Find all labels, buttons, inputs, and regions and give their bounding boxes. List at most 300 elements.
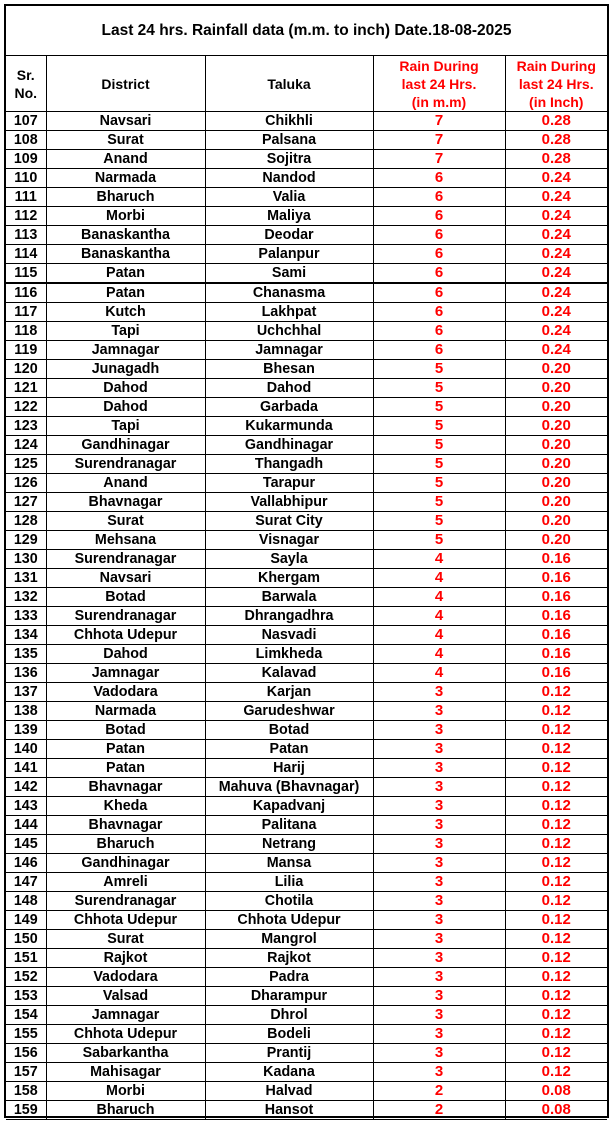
cell-sr-no: 117 — [6, 303, 46, 322]
table-row — [6, 188, 607, 207]
cell-rain-inch: 0.12 — [505, 1063, 607, 1082]
cell-sr-no: 143 — [6, 797, 46, 816]
cell-sr-no: 126 — [6, 474, 46, 493]
cell-rain-inch: 0.16 — [505, 664, 607, 683]
cell-rain-mm: 3 — [373, 949, 505, 968]
cell-district: Amreli — [46, 873, 205, 892]
cell-rain-mm: 6 — [373, 169, 505, 188]
cell-sr-no: 133 — [6, 607, 46, 626]
cell-district: Gandhinagar — [46, 854, 205, 873]
cell-rain-inch: 0.24 — [505, 283, 607, 303]
cell-district: Surendranagar — [46, 892, 205, 911]
table-row — [6, 911, 607, 930]
cell-sr-no: 127 — [6, 493, 46, 512]
cell-rain-mm: 3 — [373, 930, 505, 949]
cell-rain-mm: 3 — [373, 721, 505, 740]
cell-sr-no: 155 — [6, 1025, 46, 1044]
cell-sr-no: 130 — [6, 550, 46, 569]
cell-sr-no: 154 — [6, 1006, 46, 1025]
cell-taluka: Padra — [205, 968, 373, 987]
table-row — [6, 245, 607, 264]
cell-rain-mm: 3 — [373, 797, 505, 816]
table-row — [6, 417, 607, 436]
cell-rain-mm: 3 — [373, 968, 505, 987]
table-row — [6, 112, 607, 131]
cell-rain-inch: 0.24 — [505, 245, 607, 264]
cell-sr-no: 113 — [6, 226, 46, 245]
cell-rain-inch: 0.12 — [505, 892, 607, 911]
cell-rain-mm: 4 — [373, 607, 505, 626]
cell-rain-inch: 0.16 — [505, 550, 607, 569]
cell-district: Dahod — [46, 379, 205, 398]
cell-district: Vadodara — [46, 968, 205, 987]
cell-taluka: Sami — [205, 264, 373, 284]
cell-district: Patan — [46, 759, 205, 778]
cell-taluka: Rajkot — [205, 949, 373, 968]
table-row — [6, 207, 607, 226]
table-row — [6, 854, 607, 873]
cell-taluka: Mangrol — [205, 930, 373, 949]
table-row — [6, 1101, 607, 1120]
table-row — [6, 569, 607, 588]
cell-district: Kutch — [46, 303, 205, 322]
cell-sr-no: 121 — [6, 379, 46, 398]
cell-rain-inch: 0.16 — [505, 626, 607, 645]
cell-rain-mm: 3 — [373, 892, 505, 911]
cell-rain-inch: 0.20 — [505, 436, 607, 455]
cell-rain-inch: 0.08 — [505, 1082, 607, 1101]
cell-sr-no: 125 — [6, 455, 46, 474]
cell-rain-inch: 0.20 — [505, 379, 607, 398]
cell-rain-inch: 0.28 — [505, 150, 607, 169]
cell-sr-no: 124 — [6, 436, 46, 455]
table-row — [6, 303, 607, 322]
cell-rain-mm: 5 — [373, 531, 505, 550]
cell-district: Surendranagar — [46, 455, 205, 474]
cell-taluka: Hansot — [205, 1101, 373, 1120]
cell-taluka: Harij — [205, 759, 373, 778]
cell-rain-inch: 0.16 — [505, 569, 607, 588]
cell-rain-inch: 0.20 — [505, 398, 607, 417]
header-rain-mm: Rain During last 24 Hrs. (in m.m) — [373, 56, 505, 112]
cell-sr-no: 135 — [6, 645, 46, 664]
cell-rain-inch: 0.12 — [505, 854, 607, 873]
cell-district: Chhota Udepur — [46, 1025, 205, 1044]
cell-rain-inch: 0.12 — [505, 968, 607, 987]
cell-taluka: Lilia — [205, 873, 373, 892]
cell-district: Jamnagar — [46, 1006, 205, 1025]
cell-rain-inch: 0.16 — [505, 588, 607, 607]
cell-rain-mm: 6 — [373, 188, 505, 207]
cell-sr-no: 138 — [6, 702, 46, 721]
cell-rain-inch: 0.12 — [505, 721, 607, 740]
header-sr-no: Sr. No. — [6, 56, 46, 112]
cell-taluka: Sayla — [205, 550, 373, 569]
table-row — [6, 778, 607, 797]
cell-rain-inch: 0.12 — [505, 987, 607, 1006]
cell-district: Surat — [46, 131, 205, 150]
cell-rain-inch: 0.24 — [505, 264, 607, 284]
table-row — [6, 721, 607, 740]
cell-taluka: Kadana — [205, 1063, 373, 1082]
cell-taluka: Bhesan — [205, 360, 373, 379]
cell-district: Patan — [46, 283, 205, 303]
cell-rain-mm: 6 — [373, 245, 505, 264]
cell-rain-mm: 2 — [373, 1082, 505, 1101]
cell-district: Patan — [46, 264, 205, 284]
cell-taluka: Botad — [205, 721, 373, 740]
cell-taluka: Bodeli — [205, 1025, 373, 1044]
cell-taluka: Dhrangadhra — [205, 607, 373, 626]
cell-taluka: Chanasma — [205, 283, 373, 303]
cell-taluka: Limkheda — [205, 645, 373, 664]
cell-rain-mm: 6 — [373, 322, 505, 341]
cell-taluka: Garbada — [205, 398, 373, 417]
cell-taluka: Palanpur — [205, 245, 373, 264]
cell-rain-inch: 0.24 — [505, 303, 607, 322]
cell-taluka: Gandhinagar — [205, 436, 373, 455]
cell-sr-no: 129 — [6, 531, 46, 550]
table-row — [6, 1063, 607, 1082]
table-row — [6, 360, 607, 379]
cell-rain-mm: 5 — [373, 455, 505, 474]
cell-taluka: Prantij — [205, 1044, 373, 1063]
cell-rain-mm: 5 — [373, 360, 505, 379]
cell-rain-inch: 0.24 — [505, 341, 607, 360]
cell-district: Kheda — [46, 797, 205, 816]
cell-sr-no: 151 — [6, 949, 46, 968]
cell-district: Anand — [46, 150, 205, 169]
table-row — [6, 588, 607, 607]
cell-district: Surat — [46, 512, 205, 531]
cell-sr-no: 120 — [6, 360, 46, 379]
cell-rain-inch: 0.28 — [505, 112, 607, 131]
cell-taluka: Maliya — [205, 207, 373, 226]
cell-district: Tapi — [46, 322, 205, 341]
table-row — [6, 645, 607, 664]
table-row — [6, 493, 607, 512]
cell-sr-no: 157 — [6, 1063, 46, 1082]
cell-sr-no: 116 — [6, 283, 46, 303]
cell-sr-no: 142 — [6, 778, 46, 797]
cell-rain-inch: 0.12 — [505, 1025, 607, 1044]
cell-taluka: Vallabhipur — [205, 493, 373, 512]
table-row — [6, 398, 607, 417]
cell-taluka: Dharampur — [205, 987, 373, 1006]
table-row — [6, 873, 607, 892]
rainfall-table — [6, 56, 607, 1120]
table-row — [6, 607, 607, 626]
cell-taluka: Karjan — [205, 683, 373, 702]
cell-district: Rajkot — [46, 949, 205, 968]
cell-district: Dahod — [46, 645, 205, 664]
cell-sr-no: 147 — [6, 873, 46, 892]
table-row — [6, 949, 607, 968]
cell-district: Sabarkantha — [46, 1044, 205, 1063]
cell-rain-inch: 0.16 — [505, 645, 607, 664]
table-row — [6, 987, 607, 1006]
cell-district: Banaskantha — [46, 245, 205, 264]
table-row — [6, 835, 607, 854]
cell-rain-mm: 5 — [373, 417, 505, 436]
header-rain-inch: Rain During last 24 Hrs. (in Inch) — [505, 56, 607, 112]
cell-taluka: Tarapur — [205, 474, 373, 493]
cell-rain-inch: 0.08 — [505, 1101, 607, 1120]
table-row — [6, 759, 607, 778]
cell-rain-mm: 3 — [373, 911, 505, 930]
cell-taluka: Halvad — [205, 1082, 373, 1101]
cell-sr-no: 134 — [6, 626, 46, 645]
cell-rain-inch: 0.12 — [505, 759, 607, 778]
cell-taluka: Garudeshwar — [205, 702, 373, 721]
cell-taluka: Patan — [205, 740, 373, 759]
cell-district: Gandhinagar — [46, 436, 205, 455]
table-header — [6, 56, 607, 112]
cell-taluka: Thangadh — [205, 455, 373, 474]
table-row — [6, 740, 607, 759]
table-row — [6, 226, 607, 245]
cell-district: Narmada — [46, 702, 205, 721]
cell-sr-no: 145 — [6, 835, 46, 854]
cell-rain-inch: 0.28 — [505, 131, 607, 150]
cell-rain-mm: 7 — [373, 150, 505, 169]
cell-district: Junagadh — [46, 360, 205, 379]
cell-sr-no: 110 — [6, 169, 46, 188]
cell-district: Surendranagar — [46, 550, 205, 569]
table-row — [6, 283, 607, 303]
cell-rain-mm: 4 — [373, 569, 505, 588]
table-row — [6, 1006, 607, 1025]
cell-sr-no: 144 — [6, 816, 46, 835]
cell-taluka: Mansa — [205, 854, 373, 873]
cell-sr-no: 148 — [6, 892, 46, 911]
cell-district: Banaskantha — [46, 226, 205, 245]
cell-sr-no: 115 — [6, 264, 46, 284]
cell-rain-inch: 0.20 — [505, 512, 607, 531]
cell-sr-no: 140 — [6, 740, 46, 759]
rainfall-sheet — [4, 4, 609, 1118]
cell-sr-no: 159 — [6, 1101, 46, 1120]
cell-rain-inch: 0.24 — [505, 322, 607, 341]
cell-district: Chhota Udepur — [46, 626, 205, 645]
cell-district: Surat — [46, 930, 205, 949]
cell-taluka: Netrang — [205, 835, 373, 854]
cell-rain-mm: 3 — [373, 1025, 505, 1044]
cell-rain-inch: 0.12 — [505, 930, 607, 949]
cell-rain-inch: 0.12 — [505, 835, 607, 854]
cell-rain-mm: 3 — [373, 702, 505, 721]
cell-taluka: Palitana — [205, 816, 373, 835]
table-row — [6, 816, 607, 835]
cell-rain-mm: 4 — [373, 664, 505, 683]
cell-taluka: Kapadvanj — [205, 797, 373, 816]
cell-sr-no: 108 — [6, 131, 46, 150]
table-row — [6, 131, 607, 150]
cell-rain-mm: 3 — [373, 1044, 505, 1063]
cell-district: Jamnagar — [46, 664, 205, 683]
table-row — [6, 1025, 607, 1044]
table-row — [6, 455, 607, 474]
cell-rain-mm: 3 — [373, 873, 505, 892]
cell-sr-no: 146 — [6, 854, 46, 873]
table-row — [6, 550, 607, 569]
cell-rain-inch: 0.12 — [505, 740, 607, 759]
cell-sr-no: 114 — [6, 245, 46, 264]
cell-rain-inch: 0.20 — [505, 474, 607, 493]
cell-rain-mm: 4 — [373, 645, 505, 664]
table-body — [6, 112, 607, 1120]
cell-rain-mm: 5 — [373, 379, 505, 398]
cell-taluka: Kukarmunda — [205, 417, 373, 436]
cell-district: Mehsana — [46, 531, 205, 550]
cell-rain-mm: 6 — [373, 341, 505, 360]
cell-district: Navsari — [46, 569, 205, 588]
cell-district: Botad — [46, 588, 205, 607]
cell-sr-no: 123 — [6, 417, 46, 436]
cell-rain-mm: 3 — [373, 683, 505, 702]
cell-rain-mm: 2 — [373, 1101, 505, 1120]
cell-district: Bharuch — [46, 1101, 205, 1120]
cell-district: Valsad — [46, 987, 205, 1006]
cell-rain-inch: 0.24 — [505, 188, 607, 207]
cell-rain-inch: 0.20 — [505, 531, 607, 550]
cell-sr-no: 112 — [6, 207, 46, 226]
cell-taluka: Uchchhal — [205, 322, 373, 341]
cell-rain-inch: 0.12 — [505, 1044, 607, 1063]
cell-taluka: Deodar — [205, 226, 373, 245]
cell-sr-no: 137 — [6, 683, 46, 702]
table-row — [6, 683, 607, 702]
cell-district: Morbi — [46, 207, 205, 226]
cell-rain-inch: 0.12 — [505, 778, 607, 797]
cell-rain-mm: 6 — [373, 226, 505, 245]
cell-sr-no: 136 — [6, 664, 46, 683]
cell-district: Anand — [46, 474, 205, 493]
cell-rain-mm: 5 — [373, 398, 505, 417]
cell-rain-mm: 4 — [373, 588, 505, 607]
cell-district: Bhavnagar — [46, 816, 205, 835]
cell-rain-mm: 5 — [373, 474, 505, 493]
cell-rain-inch: 0.12 — [505, 797, 607, 816]
cell-rain-inch: 0.20 — [505, 360, 607, 379]
cell-taluka: Chhota Udepur — [205, 911, 373, 930]
cell-rain-inch: 0.12 — [505, 683, 607, 702]
cell-rain-inch: 0.20 — [505, 417, 607, 436]
cell-rain-mm: 5 — [373, 493, 505, 512]
cell-district: Tapi — [46, 417, 205, 436]
cell-rain-mm: 5 — [373, 512, 505, 531]
cell-taluka: Lakhpat — [205, 303, 373, 322]
cell-sr-no: 107 — [6, 112, 46, 131]
cell-district: Dahod — [46, 398, 205, 417]
cell-rain-inch: 0.20 — [505, 493, 607, 512]
cell-rain-mm: 3 — [373, 1063, 505, 1082]
cell-sr-no: 118 — [6, 322, 46, 341]
cell-taluka: Khergam — [205, 569, 373, 588]
cell-sr-no: 122 — [6, 398, 46, 417]
cell-district: Botad — [46, 721, 205, 740]
cell-rain-mm: 6 — [373, 207, 505, 226]
cell-taluka: Chikhli — [205, 112, 373, 131]
table-row — [6, 892, 607, 911]
table-row — [6, 664, 607, 683]
cell-district: Bhavnagar — [46, 493, 205, 512]
cell-rain-mm: 6 — [373, 264, 505, 284]
cell-sr-no: 128 — [6, 512, 46, 531]
cell-district: Chhota Udepur — [46, 911, 205, 930]
table-row — [6, 1044, 607, 1063]
page-title: Last 24 hrs. Rainfall data (m.m. to inch) Date.18-08-2025 — [6, 6, 607, 56]
table-row — [6, 150, 607, 169]
table-row — [6, 1082, 607, 1101]
table-row — [6, 436, 607, 455]
cell-district: Narmada — [46, 169, 205, 188]
cell-sr-no: 131 — [6, 569, 46, 588]
cell-district: Bhavnagar — [46, 778, 205, 797]
cell-taluka: Mahuva (Bhavnagar) — [205, 778, 373, 797]
table-row — [6, 968, 607, 987]
cell-rain-inch: 0.24 — [505, 226, 607, 245]
cell-rain-mm: 7 — [373, 112, 505, 131]
cell-rain-mm: 5 — [373, 436, 505, 455]
cell-rain-mm: 3 — [373, 816, 505, 835]
cell-rain-mm: 4 — [373, 626, 505, 645]
cell-district: Morbi — [46, 1082, 205, 1101]
header-district: District — [46, 56, 205, 112]
cell-rain-inch: 0.12 — [505, 873, 607, 892]
cell-rain-mm: 4 — [373, 550, 505, 569]
cell-rain-inch: 0.24 — [505, 169, 607, 188]
cell-district: Jamnagar — [46, 341, 205, 360]
cell-rain-mm: 3 — [373, 835, 505, 854]
table-row — [6, 379, 607, 398]
cell-sr-no: 111 — [6, 188, 46, 207]
cell-taluka: Nandod — [205, 169, 373, 188]
cell-rain-mm: 3 — [373, 778, 505, 797]
table-row — [6, 512, 607, 531]
cell-taluka: Surat City — [205, 512, 373, 531]
cell-rain-inch: 0.20 — [505, 455, 607, 474]
table-row — [6, 322, 607, 341]
cell-rain-mm: 3 — [373, 1006, 505, 1025]
cell-rain-mm: 3 — [373, 759, 505, 778]
cell-taluka: Dahod — [205, 379, 373, 398]
header-taluka: Taluka — [205, 56, 373, 112]
cell-taluka: Jamnagar — [205, 341, 373, 360]
cell-sr-no: 141 — [6, 759, 46, 778]
cell-taluka: Nasvadi — [205, 626, 373, 645]
cell-sr-no: 119 — [6, 341, 46, 360]
cell-rain-inch: 0.12 — [505, 911, 607, 930]
cell-rain-mm: 7 — [373, 131, 505, 150]
table-row — [6, 474, 607, 493]
table-row — [6, 264, 607, 284]
cell-district: Mahisagar — [46, 1063, 205, 1082]
cell-sr-no: 156 — [6, 1044, 46, 1063]
cell-district: Patan — [46, 740, 205, 759]
cell-sr-no: 109 — [6, 150, 46, 169]
cell-sr-no: 149 — [6, 911, 46, 930]
cell-rain-mm: 3 — [373, 987, 505, 1006]
cell-rain-inch: 0.12 — [505, 1006, 607, 1025]
cell-taluka: Palsana — [205, 131, 373, 150]
cell-taluka: Barwala — [205, 588, 373, 607]
cell-taluka: Dhrol — [205, 1006, 373, 1025]
cell-rain-inch: 0.12 — [505, 702, 607, 721]
cell-district: Bharuch — [46, 188, 205, 207]
cell-taluka: Kalavad — [205, 664, 373, 683]
table-row — [6, 930, 607, 949]
